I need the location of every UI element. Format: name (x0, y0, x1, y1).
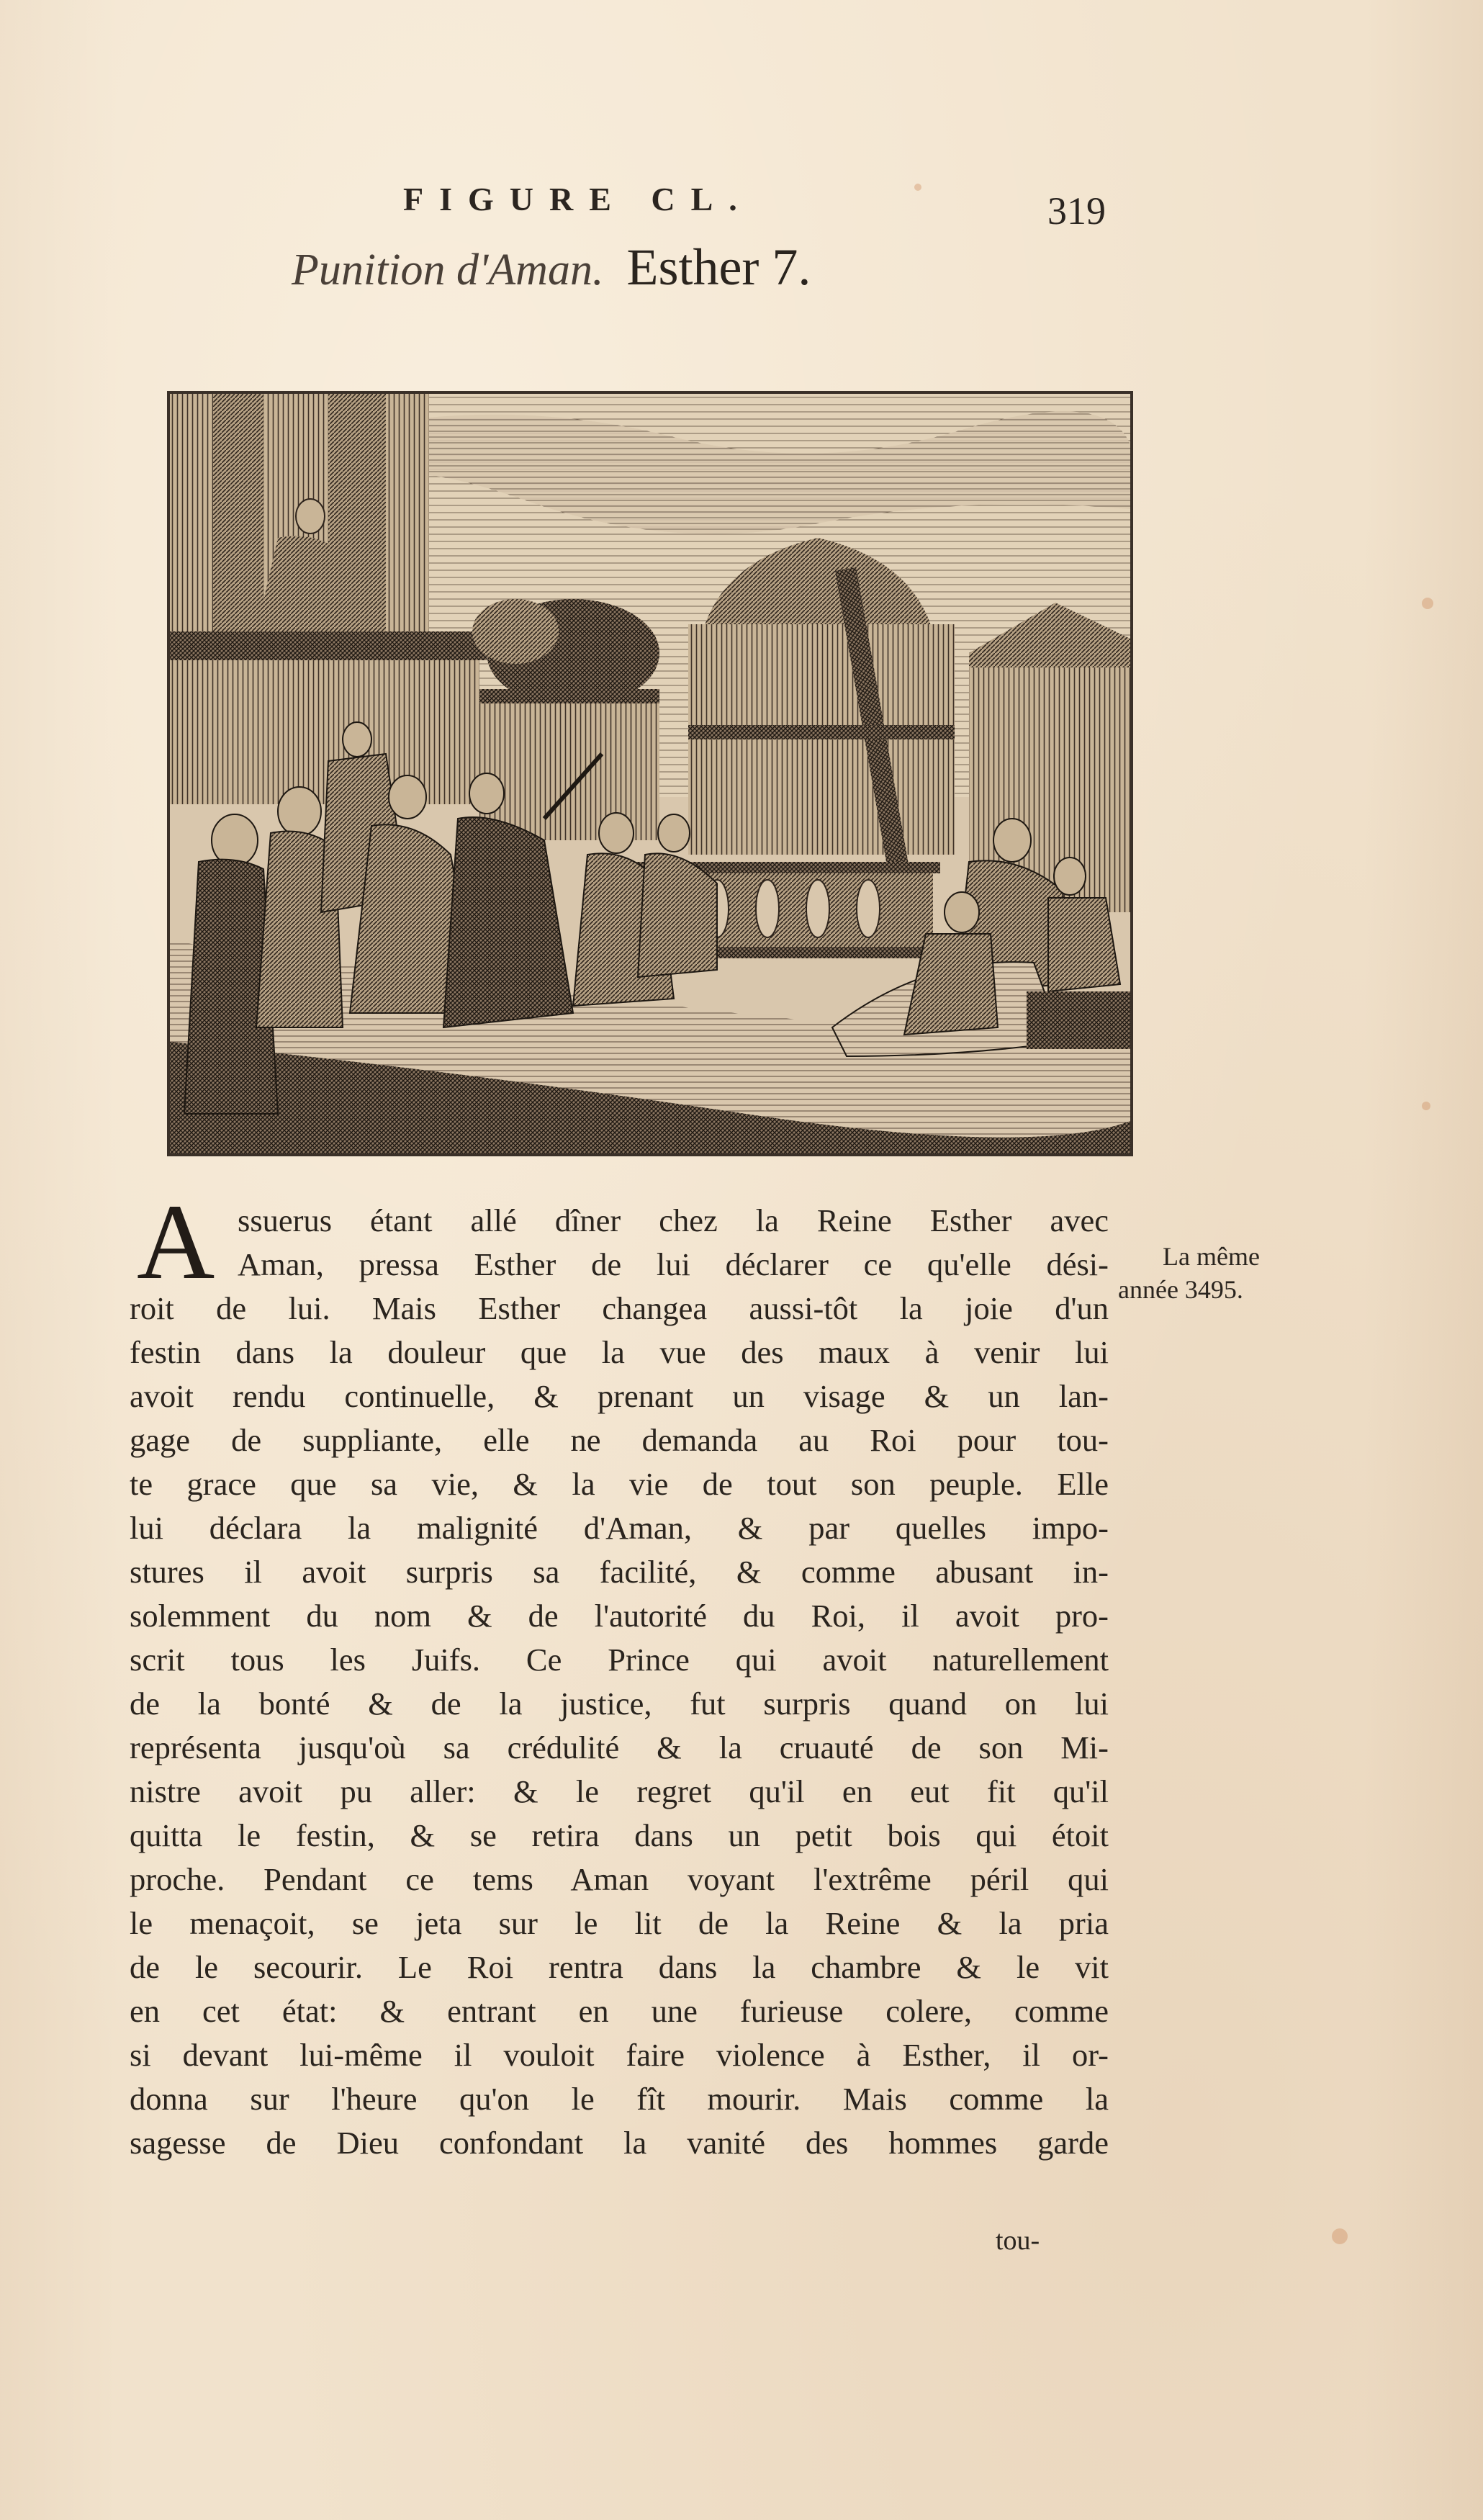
margin-note (1118, 1240, 1260, 1306)
text-line: scrit tous les Juifs. Ce Prince qui avoit naturellement (130, 1642, 1109, 1678)
text-line: en cet état: & entrant en une furieuse colere, comme (130, 1993, 1109, 2029)
text-line: lui déclara la malignité d'Aman, & par quelles impo- (130, 1510, 1109, 1546)
text-line: quitta le festin, & se retira dans un petit bois qui étoit (130, 1817, 1109, 1853)
engraving-illustration (167, 391, 1133, 1156)
foxing-spot (1332, 2228, 1348, 2244)
text-line: te grace que sa vie, & la vie de tout son peuple. Elle (130, 1466, 1109, 1502)
text-line: gage de suppliante, elle ne demanda au Roi pour tou- (130, 1422, 1109, 1458)
text-line: solemment du nom & de l'autorité du Roi, il avoit pro- (130, 1598, 1109, 1634)
foxing-spot (914, 184, 921, 191)
body-text (130, 1199, 1109, 2165)
text-line: roit de lui. Mais Esther changea aussi-tôt la joie d'un (130, 1290, 1109, 1326)
text-line: stures il avoit surpris sa facilité, & comme abusant in- (130, 1554, 1109, 1590)
margin-note-line: La même (1163, 1242, 1260, 1271)
plate-title-italic: Punition d'Aman. (292, 246, 604, 294)
text-line: ssuerus étant allé dîner chez la Reine Esther avec (238, 1202, 1109, 1238)
text-line: sagesse de Dieu confondant la vanité des hommes garde (130, 2125, 1109, 2161)
plate-title-reference: Esther 7. (626, 238, 811, 296)
text-line: le menaçoit, se jeta sur le lit de la Reine & la pria (130, 1905, 1109, 1941)
page-number: 319 (1047, 189, 1106, 233)
text-line: donna sur l'heure qu'on le fît mourir. Mais comme la (130, 2081, 1109, 2117)
text-line: nistre avoit pu aller: & le regret qu'il en eut fit qu'il (130, 1773, 1109, 1809)
catchword: tou- (996, 2226, 1040, 2256)
running-head: FIGURE CL. (403, 181, 753, 217)
foxing-spot (1422, 1102, 1430, 1110)
text-line: Aman, pressa Esther de lui déclarer ce qu'elle dési- (238, 1246, 1109, 1282)
text-line: de le secourir. Le Roi rentra dans la chambre & le vit (130, 1949, 1109, 1985)
foxing-spot (1422, 598, 1433, 609)
text-line: de la bonté & de la justice, fut surpris quand on lui (130, 1686, 1109, 1722)
text-line: avoit rendu continuelle, & prenant un visage & un lan- (130, 1378, 1109, 1414)
text-line: représenta jusqu'où sa crédulité & la cruauté de son Mi- (130, 1729, 1109, 1765)
text-line: proche. Pendant ce tems Aman voyant l'extrême péril qui (130, 1861, 1109, 1897)
text-line: festin dans la douleur que la vue des maux à venir lui (130, 1334, 1109, 1370)
margin-note-line: année 3495. (1118, 1275, 1243, 1304)
text-line: si devant lui-même il vouloit faire violence à Esther, il or- (130, 2037, 1109, 2073)
plate-title (292, 238, 811, 297)
drop-cap: A (137, 1182, 215, 1302)
